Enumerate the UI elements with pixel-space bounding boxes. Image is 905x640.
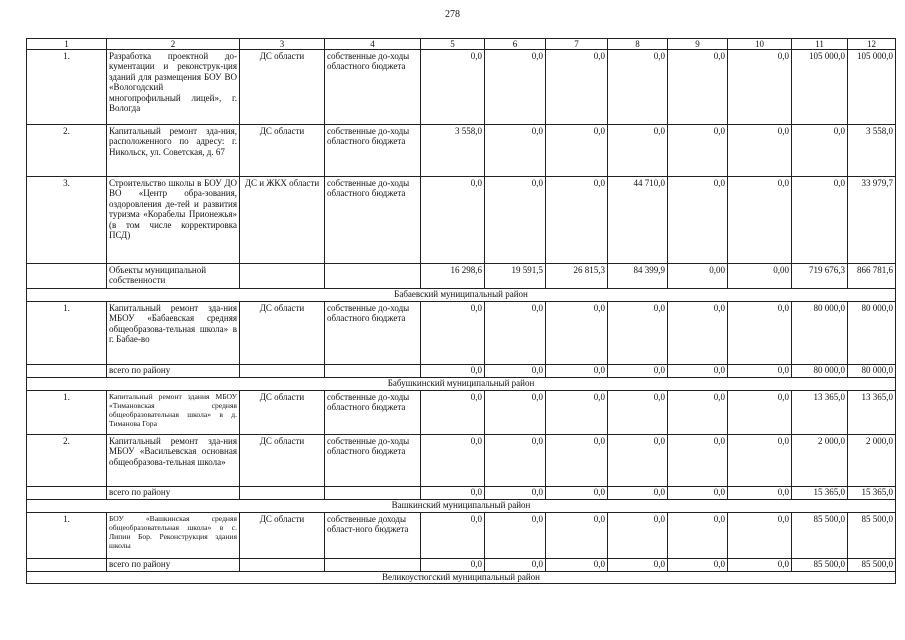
district-value: 80 000,0 xyxy=(792,365,848,378)
source-cell: ДС области xyxy=(240,435,325,487)
district-value: 0,0 xyxy=(608,365,668,378)
value-cell: 0,0 xyxy=(668,513,728,559)
value-cell: 33 979,7 xyxy=(848,177,896,264)
district-heading: Бабаевский муниципальный район xyxy=(27,289,896,302)
value-cell: 0,0 xyxy=(485,302,546,365)
table-row xyxy=(27,391,896,435)
value-cell: 0,0 xyxy=(728,177,792,264)
value-cell: 0,0 xyxy=(421,302,485,365)
row-number: 1. xyxy=(27,513,107,559)
empty-cell xyxy=(240,487,325,500)
section-row xyxy=(27,289,896,302)
value-cell: 0,0 xyxy=(546,50,608,125)
value-cell: 0,0 xyxy=(485,125,546,177)
value-cell: 13 365,0 xyxy=(792,391,848,435)
district-heading: Вашкинский муниципальный район xyxy=(27,500,896,513)
total-value: 16 298,6 xyxy=(421,264,485,289)
row-number: 1. xyxy=(27,302,107,365)
table-row xyxy=(27,125,896,177)
value-cell: 0,0 xyxy=(546,391,608,435)
empty-cell xyxy=(27,365,107,378)
source-cell: ДС области xyxy=(240,125,325,177)
source-cell: ДС области xyxy=(240,391,325,435)
district-value: 0,0 xyxy=(668,487,728,500)
district-heading: Великоустюгский муниципальный район xyxy=(27,572,896,584)
value-cell: 0,0 xyxy=(728,125,792,177)
value-cell: 0,0 xyxy=(485,391,546,435)
column-header: 4 xyxy=(325,39,421,50)
column-header: 9 xyxy=(668,39,728,50)
value-cell: 0,0 xyxy=(485,50,546,125)
district-value: 0,0 xyxy=(421,559,485,572)
empty-cell xyxy=(240,559,325,572)
value-cell: 44 710,0 xyxy=(608,177,668,264)
district-value: 0,0 xyxy=(485,365,546,378)
value-cell: 0,0 xyxy=(546,177,608,264)
table-row xyxy=(27,177,896,264)
value-cell: 80 000,0 xyxy=(792,302,848,365)
district-value: 0,0 xyxy=(546,487,608,500)
total-value: 0,00 xyxy=(728,264,792,289)
section-row xyxy=(27,378,896,391)
section-row xyxy=(27,500,896,513)
empty-cell xyxy=(325,559,421,572)
district-value: 0,0 xyxy=(421,487,485,500)
value-cell: 0,0 xyxy=(728,50,792,125)
district-value: 15 365,0 xyxy=(848,487,896,500)
value-cell: 0,0 xyxy=(546,513,608,559)
value-cell: 0,0 xyxy=(668,302,728,365)
value-cell: 13 365,0 xyxy=(848,391,896,435)
funding-cell: собственные до-ходы областного бюджета xyxy=(325,50,421,125)
section-row xyxy=(27,572,896,584)
object-name: Капитальный ремонт зда-ния МБОУ «Бабаевская средняя общеобразова-тельная школа» в г. Бабае-во xyxy=(107,302,240,365)
object-name: Разработка проектной до-кументации и реконструк-ция зданий для размещения БОУ ВО «Вологодский многопрофильный лицей», г. Вологда xyxy=(107,50,240,125)
total-label: Объекты муниципальной собственности xyxy=(107,264,240,289)
total-value: 26 815,3 xyxy=(546,264,608,289)
funding-cell: собственные до-ходы областного бюджета xyxy=(325,391,421,435)
value-cell: 0,0 xyxy=(668,391,728,435)
row-number: 1. xyxy=(27,391,107,435)
empty-cell xyxy=(325,487,421,500)
column-header: 1 xyxy=(27,39,107,50)
object-name: Строительство школы в БОУ ДО ВО «Центр обра-зования, оздоровления де-тей и развития туризма «Корабелы Прионежья» (в том числе корректировка ПСД) xyxy=(107,177,240,264)
empty-cell xyxy=(27,264,107,289)
source-cell: ДС области xyxy=(240,302,325,365)
district-value: 0,0 xyxy=(728,487,792,500)
column-header: 6 xyxy=(485,39,546,50)
value-cell: 0,0 xyxy=(608,125,668,177)
value-cell: 0,0 xyxy=(421,513,485,559)
value-cell: 0,0 xyxy=(728,435,792,487)
column-header: 3 xyxy=(240,39,325,50)
empty-cell xyxy=(27,559,107,572)
district-total-row xyxy=(27,487,896,500)
value-cell: 80 000,0 xyxy=(848,302,896,365)
object-name: БОУ «Вашкинская средняя общеобразовательная школа» в с. Липин Бор. Реконструкция здания школы xyxy=(107,513,240,559)
district-value: 0,0 xyxy=(421,365,485,378)
value-cell: 0,0 xyxy=(546,435,608,487)
source-cell: ДС области xyxy=(240,513,325,559)
value-cell: 0,0 xyxy=(792,177,848,264)
district-total-label: всего по району xyxy=(107,487,240,500)
empty-cell xyxy=(27,487,107,500)
row-number: 3. xyxy=(27,177,107,264)
value-cell: 0,0 xyxy=(421,435,485,487)
value-cell: 85 500,0 xyxy=(792,513,848,559)
row-number: 1. xyxy=(27,50,107,125)
funding-cell: собственные до-ходы областного бюджета xyxy=(325,177,421,264)
value-cell: 0,0 xyxy=(485,513,546,559)
empty-cell xyxy=(240,365,325,378)
table-row xyxy=(27,513,896,559)
district-value: 0,0 xyxy=(668,559,728,572)
empty-cell xyxy=(325,264,421,289)
district-value: 0,0 xyxy=(608,487,668,500)
value-cell: 3 558,0 xyxy=(421,125,485,177)
table-row xyxy=(27,435,896,487)
value-cell: 2 000,0 xyxy=(792,435,848,487)
value-cell: 0,0 xyxy=(608,513,668,559)
total-value: 719 676,3 xyxy=(792,264,848,289)
funding-cell: собственные до-ходы областного бюджета xyxy=(325,302,421,365)
funding-cell: собственные доходы област-ного бюджета xyxy=(325,513,421,559)
value-cell: 0,0 xyxy=(668,50,728,125)
value-cell: 0,0 xyxy=(485,435,546,487)
funding-cell: собственные до-ходы областного бюджета xyxy=(325,125,421,177)
total-row xyxy=(27,264,896,289)
district-value: 0,0 xyxy=(485,559,546,572)
value-cell: 0,0 xyxy=(668,177,728,264)
district-value: 0,0 xyxy=(668,365,728,378)
page-number: 278 xyxy=(445,9,460,20)
value-cell: 2 000,0 xyxy=(848,435,896,487)
empty-cell xyxy=(325,365,421,378)
total-value: 19 591,5 xyxy=(485,264,546,289)
value-cell: 0,0 xyxy=(546,125,608,177)
value-cell: 0,0 xyxy=(792,125,848,177)
district-value: 0,0 xyxy=(608,559,668,572)
value-cell: 0,0 xyxy=(608,50,668,125)
district-value: 0,0 xyxy=(485,487,546,500)
column-header: 2 xyxy=(107,39,240,50)
row-number: 2. xyxy=(27,435,107,487)
column-header: 11 xyxy=(792,39,848,50)
value-cell: 0,0 xyxy=(608,302,668,365)
value-cell: 0,0 xyxy=(421,50,485,125)
district-value: 80 000,0 xyxy=(848,365,896,378)
value-cell: 0,0 xyxy=(546,302,608,365)
district-total-row xyxy=(27,559,896,572)
column-header: 8 xyxy=(608,39,668,50)
funding-cell: собственные до-ходы областного бюджета xyxy=(325,435,421,487)
column-header: 5 xyxy=(421,39,485,50)
district-total-label: всего по району xyxy=(107,559,240,572)
value-cell: 0,0 xyxy=(668,435,728,487)
table-body xyxy=(27,39,896,584)
value-cell: 0,0 xyxy=(728,302,792,365)
total-value: 84 399,9 xyxy=(608,264,668,289)
district-value: 85 500,0 xyxy=(848,559,896,572)
district-value: 0,0 xyxy=(546,559,608,572)
row-number: 2. xyxy=(27,125,107,177)
district-value: 0,0 xyxy=(728,365,792,378)
object-name: Капитальный ремонт зда-ния МБОУ «Васильевская основная общеобразова-тельная школа» xyxy=(107,435,240,487)
total-value: 866 781,6 xyxy=(848,264,896,289)
value-cell: 0,0 xyxy=(485,177,546,264)
budget-table xyxy=(26,38,896,584)
value-cell: 0,0 xyxy=(421,177,485,264)
value-cell: 0,0 xyxy=(421,391,485,435)
table-row xyxy=(27,50,896,125)
value-cell: 85 500,0 xyxy=(848,513,896,559)
district-value: 0,0 xyxy=(546,365,608,378)
value-cell: 3 558,0 xyxy=(848,125,896,177)
column-header: 10 xyxy=(728,39,792,50)
object-name: Капитальный ремонт зда-ния, расположенного по адресу: г. Никольск, ул. Советская, д. 67 xyxy=(107,125,240,177)
source-cell: ДС области xyxy=(240,50,325,125)
value-cell: 0,0 xyxy=(608,435,668,487)
object-name: Капитальный ремонт здания МБОУ «Тимановская средняя общеобразовательная школа» в д. Тиманова Гора xyxy=(107,391,240,435)
total-value: 0,00 xyxy=(668,264,728,289)
value-cell: 0,0 xyxy=(668,125,728,177)
district-value: 15 365,0 xyxy=(792,487,848,500)
value-cell: 0,0 xyxy=(728,513,792,559)
value-cell: 105 000,0 xyxy=(848,50,896,125)
column-header: 12 xyxy=(848,39,896,50)
column-header: 7 xyxy=(546,39,608,50)
table-row xyxy=(27,302,896,365)
value-cell: 105 000,0 xyxy=(792,50,848,125)
value-cell: 0,0 xyxy=(728,391,792,435)
header-row xyxy=(27,39,896,50)
district-value: 85 500,0 xyxy=(792,559,848,572)
district-value: 0,0 xyxy=(728,559,792,572)
district-total-row xyxy=(27,365,896,378)
district-heading: Бабушкинский муниципальный район xyxy=(27,378,896,391)
value-cell: 0,0 xyxy=(608,391,668,435)
district-total-label: всего по району xyxy=(107,365,240,378)
source-cell: ДС и ЖКХ области xyxy=(240,177,325,264)
empty-cell xyxy=(240,264,325,289)
